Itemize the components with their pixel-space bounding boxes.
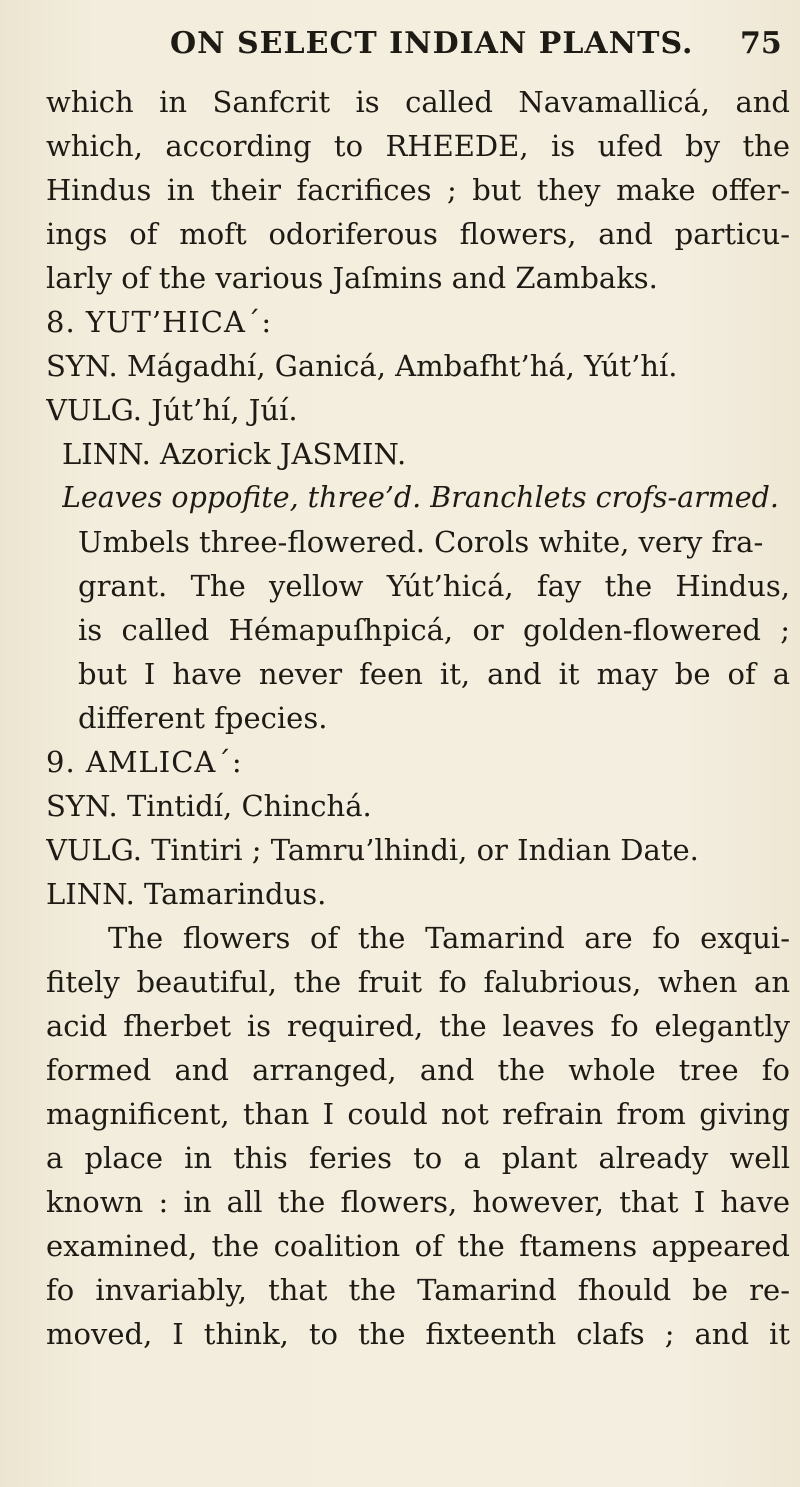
- text-line: Leaves oppofite, three’d. Branchlets crofs-armed.: [62, 481, 779, 514]
- text-line: Hindus in their facrifices ; but they make offer-: [46, 173, 790, 207]
- text-line: fo invariably, that the Tamarind fhould be re-: [46, 1273, 790, 1307]
- text-line: acid fherbet is required, the leaves fo elegantly: [46, 1009, 790, 1043]
- text-line: grant. The yellow Yút’hicá, fay the Hindus,: [78, 569, 790, 603]
- vulgar-names-line: VULG. Tintiri ; Tamru’lhindi, or Indian Date.: [46, 833, 699, 867]
- text-line: moved, I think, to the fixteenth clafs ; and it: [46, 1317, 790, 1351]
- text-line: The flowers of the Tamarind are fo exqui-: [108, 921, 790, 955]
- section-heading: 8. YUT’HICA´:: [46, 305, 273, 339]
- vulgar-names-line: VULG. Jút’hí, Júí.: [46, 393, 298, 427]
- text-line: different fpecies.: [78, 701, 328, 735]
- text-line: ings of moft odoriferous flowers, and particu-: [46, 217, 790, 251]
- text-line: which in Sanfcrit is called Navamallicá, and: [46, 85, 790, 119]
- text-line: larly of the various Jaſmins and Zambaks.: [46, 261, 658, 295]
- linnaean-name-line: LINN. Tamarindus.: [46, 877, 327, 911]
- text-line: which, according to RHEEDE, is ufed by the: [46, 129, 790, 163]
- page-number: 75: [740, 26, 782, 61]
- text-line: examined, the coalition of the ftamens appeared: [46, 1229, 790, 1263]
- running-title: ON SELECT INDIAN PLANTS.: [170, 26, 694, 61]
- text-line: formed and arranged, and the whole tree fo: [46, 1053, 790, 1087]
- text-line: Umbels three-flowered. Corols white, very fra-: [78, 525, 764, 559]
- synonyms-line: SYN. Tintidí, Chinchá.: [46, 789, 372, 823]
- text-line: a place in this feries to a plant already well: [46, 1141, 790, 1175]
- text-line: magnificent, than I could not refrain from giving: [46, 1097, 790, 1131]
- section-heading: 9. AMLICA´:: [46, 745, 243, 779]
- linnaean-name-line: LINN. Azorick JASMIN.: [62, 437, 407, 471]
- text-line: known : in all the flowers, however, that I have: [46, 1185, 790, 1219]
- text-line: fitely beautiful, the fruit fo falubrious, when an: [46, 965, 790, 999]
- text-line: is called Hémapuſhpicá, or golden-flowered ;: [78, 613, 790, 647]
- synonyms-line: SYN. Mágadhí, Ganicá, Ambafht’há, Yút’hí.: [46, 349, 678, 383]
- text-line: but I have never feen it, and it may be of a: [78, 657, 790, 691]
